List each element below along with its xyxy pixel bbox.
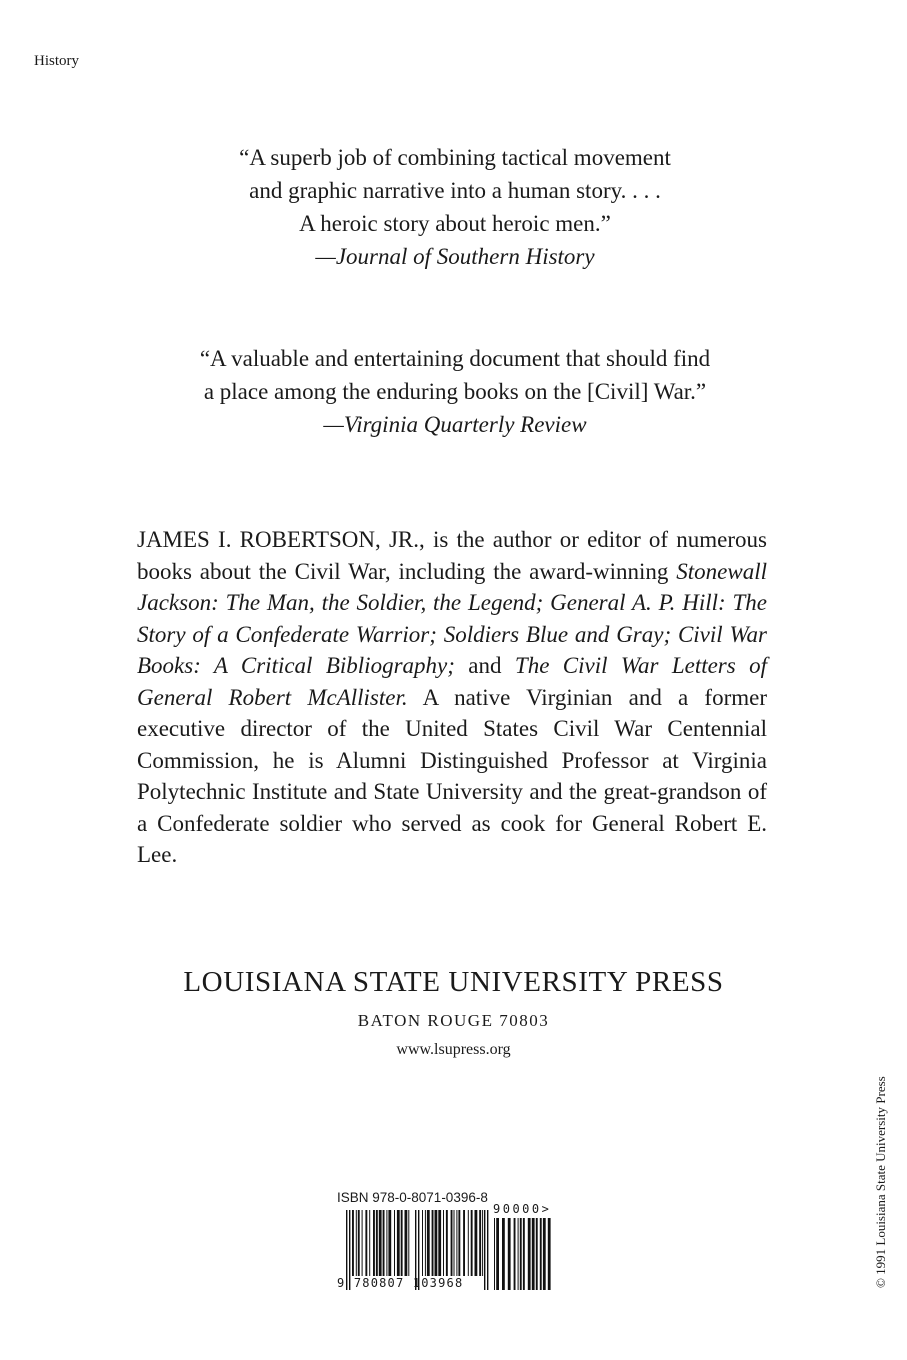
barcode-bar	[373, 1210, 375, 1276]
isbn-label: ISBN 978-0-8071-0396-8	[337, 1190, 488, 1205]
addon-bar	[518, 1218, 519, 1290]
review-quote	[120, 141, 790, 273]
barcode-bar	[352, 1210, 354, 1276]
copyright-notice: © 1991 Louisiana State University Press	[873, 1076, 888, 1288]
barcode-bar	[451, 1210, 453, 1276]
addon-bar	[540, 1218, 542, 1290]
addon-bar	[494, 1218, 495, 1290]
barcode-bar	[425, 1210, 426, 1276]
quote-line: “A superb job of combining tactical movement	[239, 145, 671, 170]
publisher-name: LOUISIANA STATE UNIVERSITY PRESS	[183, 966, 724, 998]
barcode-bar	[356, 1210, 357, 1276]
quote-attribution: —Virginia Quarterly Review	[323, 412, 587, 437]
book-title: The Civil War Letters of General Robert McAllister.	[137, 653, 768, 710]
barcode-bar	[383, 1210, 385, 1276]
barcode-bar	[369, 1210, 370, 1276]
barcode-bar	[475, 1210, 478, 1276]
barcode-bar	[401, 1210, 403, 1276]
bio-text: JAMES I. ROBERTSON, JR., is the author or editor of numerous books about the Civil War, including the award-winning	[137, 527, 767, 584]
book-titles: Stonewall Jackson: The Man, the Soldier, the Legend; General A. P. Hill: The Story of a Confederate Warrior; Soldiers Blue and Gray; Civil War Books: A Critical Bibliography;	[137, 558, 767, 678]
quote-attribution: —Journal of Southern History	[315, 244, 595, 269]
barcode-bar	[362, 1210, 363, 1276]
addon-bar	[496, 1218, 499, 1290]
addon-bar	[528, 1218, 531, 1290]
quote-line: “A valuable and entertaining document that should find	[199, 346, 711, 371]
barcode-bar	[365, 1210, 367, 1276]
barcode-bar	[422, 1210, 423, 1276]
quote-line: a place among the enduring books on the [Civil] War.”	[203, 379, 707, 404]
addon-bar	[514, 1218, 516, 1290]
barcode-bar	[458, 1210, 460, 1276]
bio-text: A native Virginian and a former executive director of the United States Civil War Centennial Commission, he is Alumni Distinguished Professor at Virginia Polytechnic Institute and State University and the great-grandson of a Confederate soldier who served as cook for General Robert E. Lee.	[137, 684, 767, 867]
isbn-barcode	[337, 1190, 587, 1302]
barcode-bar	[435, 1210, 438, 1276]
category-label: History	[34, 53, 79, 69]
barcode-bar	[446, 1210, 448, 1276]
barcode-bar	[479, 1210, 481, 1276]
quote-line: and graphic narrative into a human story. . . .	[249, 178, 661, 203]
price-code: 90000>	[493, 1202, 552, 1216]
barcode-bar	[408, 1210, 409, 1276]
addon-bar	[502, 1218, 505, 1290]
addon-bar	[523, 1218, 525, 1290]
barcode-bar	[376, 1210, 378, 1276]
addon-bar	[532, 1218, 535, 1290]
review-quote	[120, 342, 790, 441]
barcode-bar	[482, 1210, 483, 1276]
addon-bar	[520, 1218, 522, 1290]
barcode-bar	[379, 1210, 382, 1276]
barcode-bar	[471, 1210, 473, 1276]
barcode-digits: 9 780807 103968	[337, 1276, 464, 1290]
author-bio	[137, 524, 767, 871]
bio-text: and	[454, 653, 515, 678]
barcode-bar	[454, 1210, 455, 1276]
addon-bar	[543, 1218, 546, 1290]
quote-line: A heroic story about heroic men.”	[299, 211, 611, 236]
barcode-bar	[463, 1210, 465, 1276]
barcode-bar	[456, 1210, 457, 1276]
publisher-website: www.lsupress.org	[396, 1041, 511, 1058]
addon-bar	[548, 1218, 551, 1290]
addon-bar	[536, 1218, 538, 1290]
barcode-bar	[468, 1210, 469, 1276]
guard-bar	[484, 1210, 485, 1290]
barcode-bar	[443, 1210, 444, 1276]
barcode-bar	[388, 1210, 391, 1276]
addon-bar	[508, 1218, 511, 1290]
barcode-bar	[432, 1210, 434, 1276]
barcode-bar	[358, 1210, 360, 1276]
barcode-bar	[394, 1210, 395, 1276]
publisher-city: BATON ROUGE 70803	[357, 1011, 550, 1030]
guard-bar	[487, 1210, 488, 1290]
barcode-bar	[405, 1210, 408, 1276]
barcode-bar	[397, 1210, 400, 1276]
barcode-bar	[386, 1210, 387, 1276]
barcode-bar	[427, 1210, 430, 1276]
barcode-bar	[438, 1210, 441, 1276]
